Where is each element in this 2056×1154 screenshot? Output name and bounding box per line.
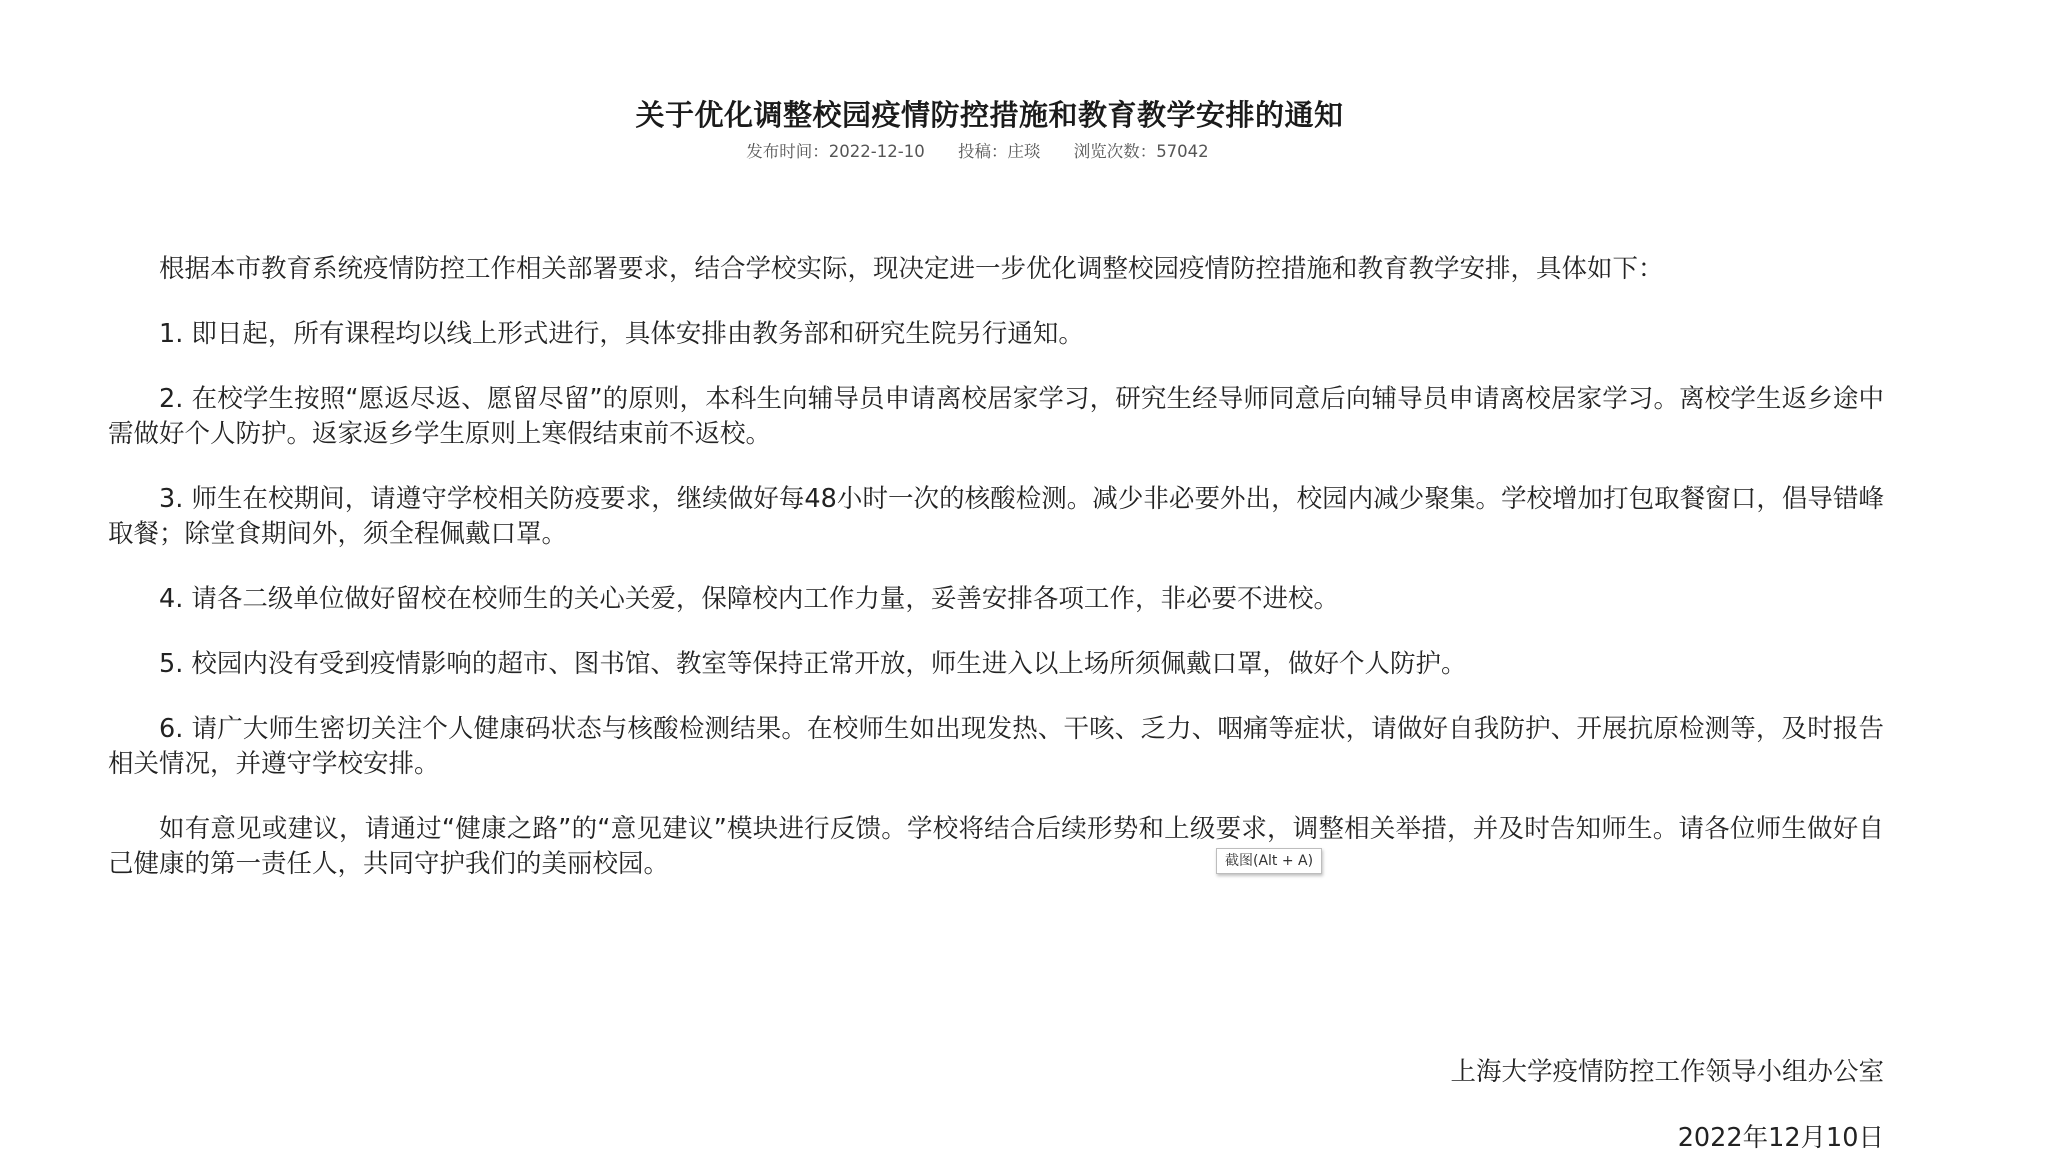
page-title: 关于优化调整校园疫情防控措施和教育教学安排的通知 — [635, 98, 1344, 133]
article-body — [108, 252, 1884, 912]
paragraph-closing: 如有意见或建议，请通过“健康之路”的“意见建议”模块进行反馈。学校将结合后续形势和上级要求，调整相关举措，并及时告知师生。请各位师生做好自己健康的第一责任人，共同守护我们的美丽校园。 — [108, 814, 1884, 879]
paragraph-item-4: 4. 请各二级单位做好留校在校师生的关心关爱，保障校内工作力量，妥善安排各项工作，非必要不进校。 — [159, 584, 1339, 614]
paragraph-item-1: 1. 即日起，所有课程均以线上形式进行，具体安排由教务部和研究生院另行通知。 — [159, 319, 1084, 349]
paragraph-item-6: 6. 请广大师生密切关注个人健康码状态与核酸检测结果。在校师生如出现发热、干咳、乏力、咽痛等症状，请做好自我防护、开展抗原检测等，及时报告相关情况，并遵守学校安排。 — [108, 714, 1884, 779]
publish-time: 发布时间：2022-12-10 — [746, 142, 925, 161]
contributor: 投稿：庄琰 — [957, 142, 1041, 161]
paragraph-item-3: 3. 师生在校期间，请遵守学校相关防疫要求，继续做好每48小时一次的核酸检测。减少非必要外出，校园内减少聚集。学校增加打包取餐窗口，倡导错峰取餐；除堂食期间外，须全程佩戴口罩。 — [108, 484, 1884, 549]
signature-date: 2022年12月10日 — [1677, 1123, 1884, 1153]
paragraph-item-5: 5. 校园内没有受到疫情影响的超市、图书馆、教室等保持正常开放，师生进入以上场所须佩戴口罩，做好个人防护。 — [159, 649, 1467, 679]
paragraph-intro: 根据本市教育系统疫情防控工作相关部署要求，结合学校实际，现决定进一步优化调整校园疫情防控措施和教育教学安排，具体如下： — [159, 254, 1664, 284]
paragraph-item-2: 2. 在校学生按照“愿返尽返、愿留尽留”的原则，本科生向辅导员申请离校居家学习，研究生经导师同意后向辅导员申请离校居家学习。离校学生返乡途中需做好个人防护。返家返乡学生原则上寒假结束前不返校。 — [108, 384, 1884, 449]
view-count: 浏览次数：57042 — [1073, 142, 1209, 161]
screenshot-tooltip: 截图(Alt + A) — [1216, 848, 1322, 874]
article-meta — [0, 138, 1955, 162]
signature-organization: 上海大学疫情防控工作领导小组办公室 — [1450, 1057, 1884, 1087]
